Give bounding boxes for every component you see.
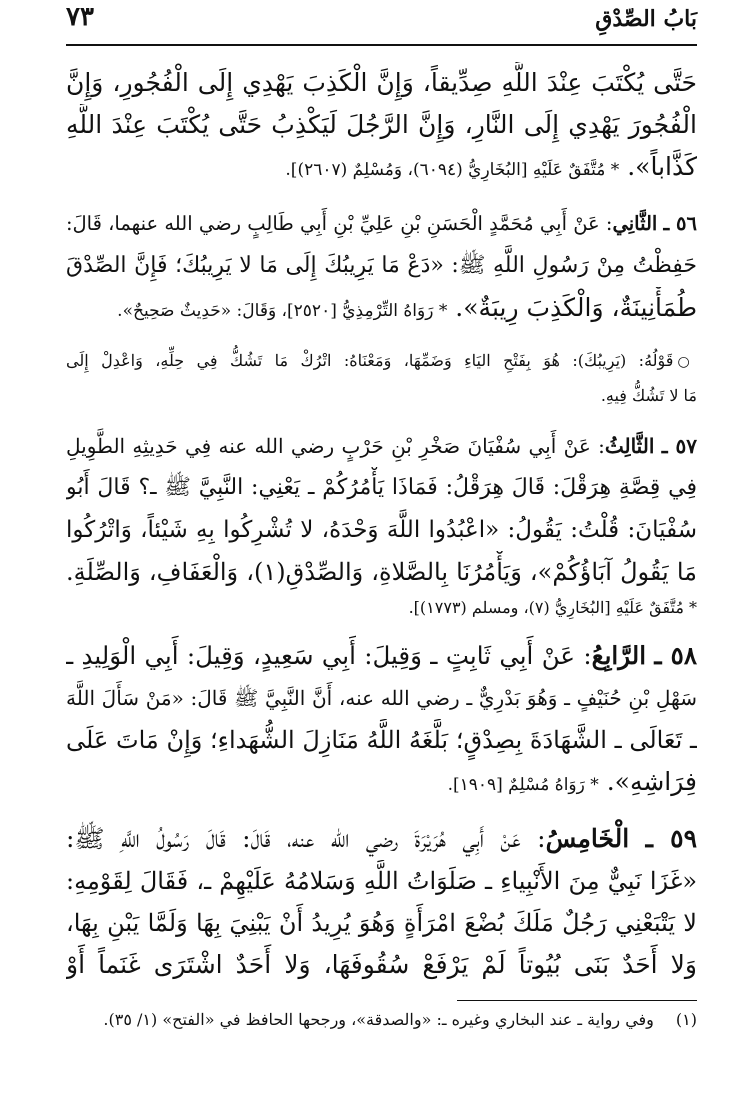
chapter-title: بَابُ الصِّدْقِ: [595, 6, 697, 32]
footnote-text: وفي رواية ـ عند البخاري وغيره ـ: «والصدقة»، ورجحها الحافظ في «الفتح» (١/ ٣٥).: [103, 1010, 654, 1029]
opening-passage: [66, 62, 697, 191]
text-line: حَفِظْتُ مِنْ رَسُولِ اللَّهِ ﷺ: «دَعْ مَا يَرِيبُكَ إِلَى مَا لا يَرِيبُكَ؛ فَإِنَّ الصِّدْقَ: [66, 253, 697, 278]
page-number: ٧٣: [66, 2, 94, 32]
note-marker: ○: [677, 354, 698, 370]
text-line: [66, 425, 697, 467]
text-line: [66, 635, 697, 677]
hadith-ordinal: الثَّالِثُ: [604, 434, 655, 458]
text-line: [66, 203, 697, 245]
text-fragment: : عَنْ أَبِي هُرَيْرَةَ رضي الله عنه، قَالَ: قَالَ رَسُولُ اللَّهِ ﷺ:: [66, 824, 546, 853]
note-line: مَا لا تَشُكُّ فِيهِ.: [600, 386, 697, 405]
text-line: سَهْلِ بْنِ حُنَيْفٍ ـ وَهُوَ بَدْرِيٌّ ـ رضي الله عنه، أَنَّ النَّبِيَّ ﷺ قَالَ: «مَنْ سَأَلَ اللَّهَ: [66, 686, 697, 710]
page-body: [66, 62, 697, 998]
text-fragment: : عَنْ أَبِي سُفْيَانَ صَخْرِ بْنِ حَرْبٍ رضي الله عنه فِي حَدِيثِهِ الطَّوِيلِ: [66, 434, 605, 458]
hadith-number: ٥٦ ـ: [663, 212, 697, 235]
text-fragment: فِرَاشِهِ».: [606, 767, 697, 796]
text-line: وَلا أَحَدٌ بَنَى بُيُوتاً لَمْ يَرْفَعْ سُقُوفَهَا، وَلا أَحَدٌ اشْتَرَى غَنَماً أَوْ: [66, 950, 697, 979]
text-line: «غَزَا نَبِيٌّ مِنَ الأَنْبِياءِ ـ صَلَوَاتُ اللَّهِ وَسَلامُهُ عَلَيْهِمْ ـ، فَقَالَ لِقَوْمِهِ:: [66, 867, 697, 895]
hadith-ordinal: الرَّابِعُ: [591, 641, 647, 670]
text-line: مَا يَقُولُ آبَاؤُكُمْ»، وَيَأْمُرُنَا بِالصَّلاةِ، وَالصِّدْقِ(١)، وَالْعَفَافِ، وَالصِّلَةِ.: [66, 558, 697, 586]
page-header: [66, 0, 697, 40]
text-line: الْفُجُورَ يَهْدِي إِلَى النَّارِ، وَإِنَّ الرَّجُلَ لَيَكْذِبُ حَتَّى يُكْتَبَ عِنْدَ اللَّهِ: [66, 110, 697, 139]
text-line: [66, 287, 697, 332]
note-line: [66, 344, 697, 379]
source-reference: * مُتَّفَقٌ عَلَيْهِ [البُخَارِيُّ (٦٠٩٤)، وَمُسْلِمٌ (٢٦٠٧)].: [285, 160, 620, 180]
text-fragment: طُمَأْنِينَةٌ، وَالْكَذِبَ رِيبَةٌ».: [455, 293, 697, 322]
text-line: حَتَّى يُكْتَبَ عِنْدَ اللَّهِ صِدِّيقاً، وَإِنَّ الْكَذِبَ يَهْدِي إِلَى الْفُجُورِ، وَإِنَّ: [66, 68, 697, 97]
hadith-57: [66, 425, 697, 623]
text-fragment: كَذَّاباً».: [627, 152, 697, 181]
hadith-ordinal: الثَّانِي: [612, 212, 658, 235]
source-reference: * مُتَّفَقٌ عَلَيْهِ [البُخَارِيُّ (٧)، ومسلم (١٧٧٣)].: [408, 598, 697, 617]
hadith-number: ٥٨ ـ: [654, 641, 697, 670]
hadith-ordinal: الْخَامِسُ: [545, 824, 630, 853]
text-line: [66, 761, 697, 806]
source-reference: * رَوَاهُ مُسْلِمٌ [١٩٠٩].: [447, 775, 599, 795]
text-line: ـ تَعَالَى ـ الشَّهَادَةَ بِصِدْقٍ؛ بَلَّغَهُ اللَّهُ مَنَازِلَ الشُّهَداءِ؛ وَإِنْ مَاتَ عَلَى: [66, 726, 697, 754]
explanatory-note: [66, 344, 697, 413]
footnote-marker: (١): [675, 1010, 697, 1029]
footnote-rule: [457, 1000, 697, 1001]
hadith-number: ٥٧ ـ: [661, 434, 697, 458]
hadith-58: [66, 635, 697, 806]
footnote: [66, 1010, 697, 1029]
text-line: [66, 818, 697, 860]
hadith-59: [66, 818, 697, 986]
hadith-56: [66, 203, 697, 332]
text-line: سُفْيَانَ: قُلْتُ: يَقُولُ: «اعْبُدُوا اللَّهَ وَحْدَهُ، لا تُشْرِكُوا بِهِ شَيْئاً، وَاتْرُكُوا: [66, 517, 697, 543]
text-line: فِي قِصَّةِ هِرَقْلَ: قَالَ هِرَقْلُ: فَمَاذَا يَأْمُرُكُمْ ـ يَعْنِي: النَّبِيَّ ﷺ ـ؟ قَالَ أَبُو: [66, 475, 697, 500]
text-fragment: : عَنْ أَبِي مُحَمَّدٍ الْحَسَنِ بْنِ عَلِيِّ بْنِ أَبِي طَالِبٍ رضي الله عنهما، قَالَ:: [66, 212, 613, 235]
hadith-number: ٥٩ ـ: [645, 824, 697, 853]
text-fragment: قَوْلُهُ: (يَرِيبُكَ): هُوَ بِفَتْحِ اليَاءِ وَضَمِّهَا، وَمَعْنَاهُ: اتْرُكْ مَا تَشُكُّ فِي حِلِّهِ، وَاعْدِلْ إِلَى: [66, 351, 674, 370]
text-line: [66, 146, 697, 191]
source-reference: * رَوَاهُ التِّرْمِذِيُّ [٢٥٢٠]، وَقَالَ: «حَدِيثٌ صَحِيحٌ».: [117, 301, 448, 321]
text-fragment: : عَنْ أَبِي ثَابِتٍ ـ وَقِيلَ: أَبِي سَعِيدٍ، وَقِيلَ: أَبِي الْوَلِيدِ ـ: [66, 641, 592, 670]
header-rule: [66, 44, 697, 46]
text-line: لا يَتْبَعْنِي رَجُلٌ مَلَكَ بُضْعَ امْرَأَةٍ وَهُوَ يُرِيدُ أَنْ يَبْنِيَ بِهَا وَلَمَّا يَبْنِ بِهَا،: [66, 909, 697, 937]
